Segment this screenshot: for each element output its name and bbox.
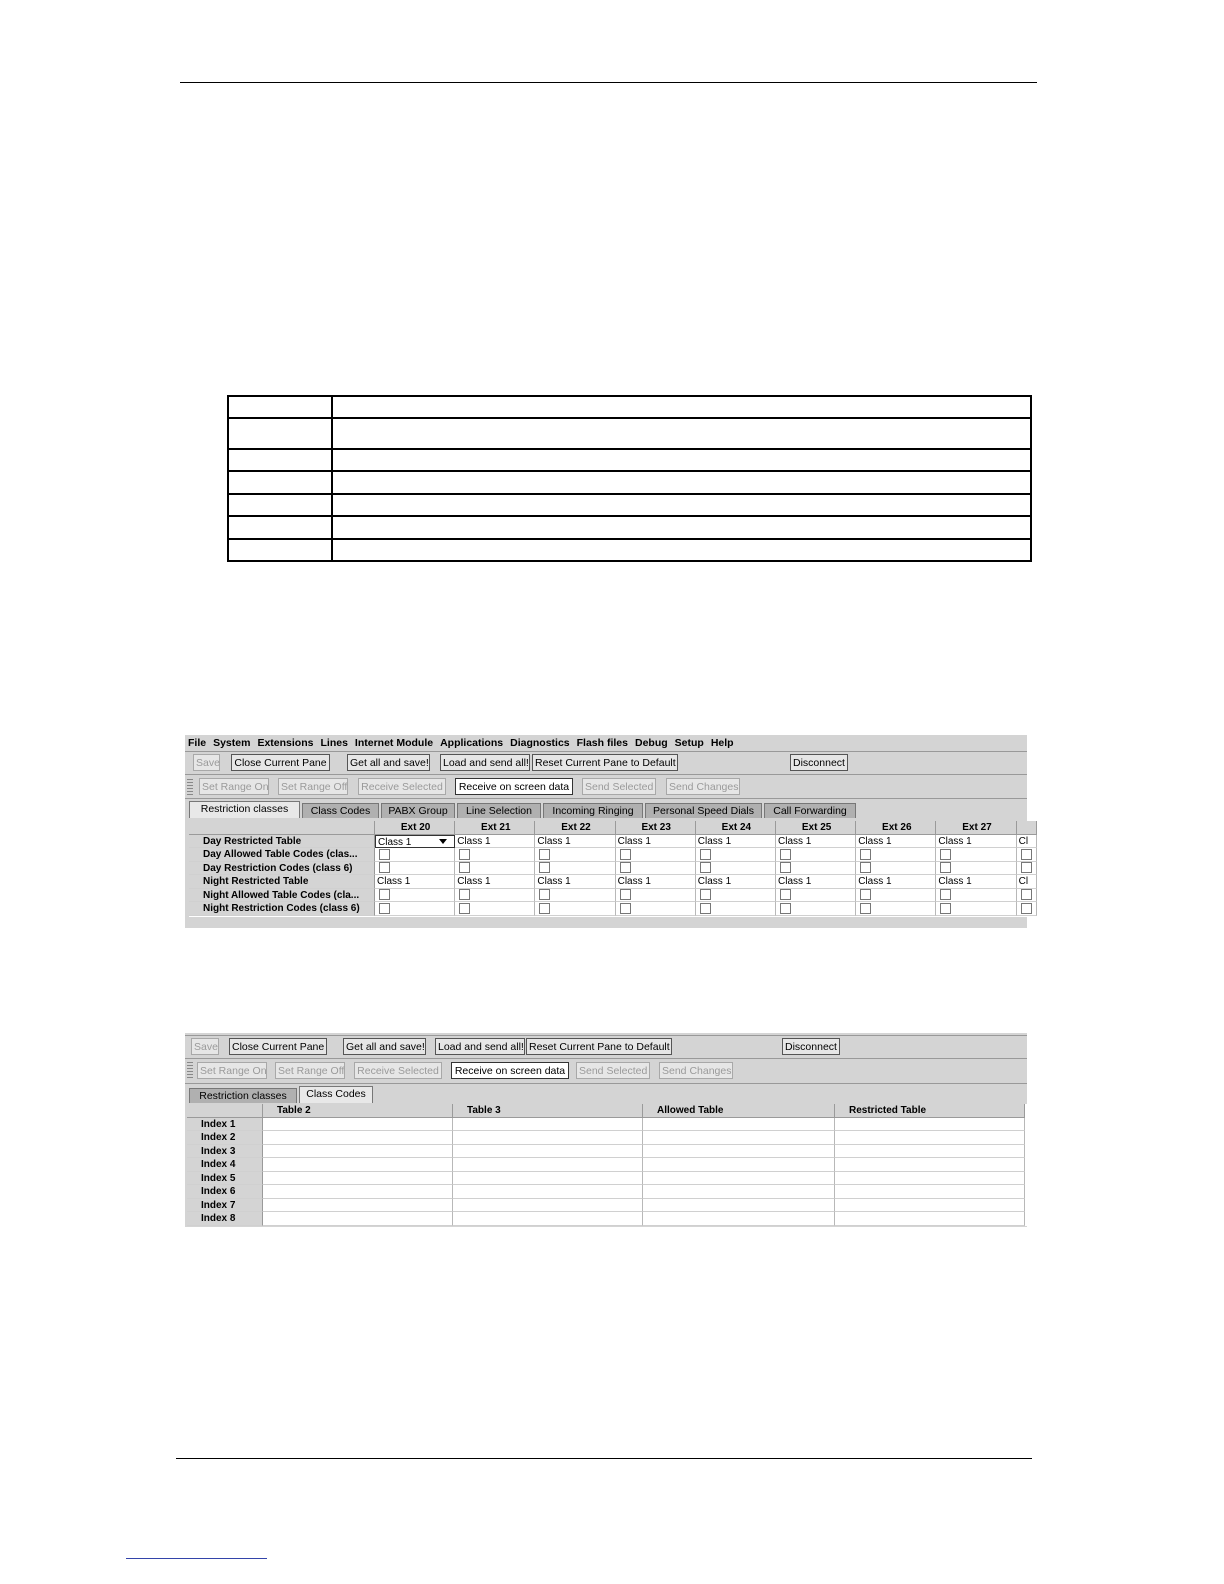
table-cell[interactable]: [263, 1212, 453, 1226]
checkbox-cell: [696, 862, 776, 876]
get-all-and-save-button[interactable]: Get all and save!: [343, 1038, 426, 1055]
checkbox-cell: [856, 862, 936, 876]
table-cell: [228, 418, 332, 449]
checkbox-cell: [375, 889, 455, 903]
footer-link-underline: [126, 1558, 267, 1559]
checkbox-cell: [455, 862, 535, 876]
checkbox-cell: [535, 848, 615, 862]
receive-on-screen-data-button[interactable]: Receive on screen data: [451, 1062, 569, 1079]
checkbox[interactable]: [1021, 903, 1032, 914]
table-cell: [332, 539, 1031, 561]
footer-rule: [176, 1458, 1032, 1459]
tab-restriction-classes[interactable]: Restriction classes: [189, 1088, 297, 1103]
get-all-and-save-button[interactable]: Get all and save!: [347, 754, 430, 771]
table-cell[interactable]: [643, 1212, 835, 1226]
set-range-on-button[interactable]: Set Range On: [197, 1062, 267, 1079]
class-value[interactable]: Class 1: [616, 835, 696, 849]
table-cell[interactable]: [453, 1131, 643, 1145]
column-header: Ext 24: [696, 821, 776, 835]
class-value-partial[interactable]: Cl: [1017, 875, 1037, 889]
table-cell[interactable]: [453, 1172, 643, 1186]
tab-class-codes[interactable]: Class Codes: [302, 803, 379, 818]
row-header: Night Restriction Codes (class 6): [189, 902, 375, 916]
checkbox[interactable]: [459, 889, 470, 900]
checkbox-cell: [616, 862, 696, 876]
checkbox-cell: [455, 889, 535, 903]
row-header: Index 3: [187, 1145, 263, 1159]
save-button[interactable]: Save: [193, 754, 220, 771]
checkbox-cell: [1017, 848, 1037, 862]
table-cell: [228, 539, 332, 561]
save-button[interactable]: Save: [191, 1038, 219, 1055]
checkbox-cell: [856, 848, 936, 862]
class-value[interactable]: Class 1: [936, 835, 1016, 849]
class-value[interactable]: Class 1: [375, 875, 455, 889]
column-header: Allowed Table: [643, 1104, 835, 1118]
checkbox[interactable]: [700, 862, 711, 873]
divider: [185, 798, 1027, 799]
set-range-off-button[interactable]: Set Range Off: [278, 778, 348, 795]
tab-incoming-ringing[interactable]: Incoming Ringing: [543, 803, 643, 818]
row-header: Night Restricted Table: [189, 875, 375, 889]
row-header: Index 6: [187, 1185, 263, 1199]
checkbox-cell: [936, 848, 1016, 862]
tab-line-selection[interactable]: Line Selection: [457, 803, 541, 818]
checkbox[interactable]: [620, 903, 631, 914]
toolbar-grip-icon[interactable]: [187, 1062, 193, 1078]
divider: [185, 1058, 1027, 1059]
menu-item-debug[interactable]: Debug: [634, 737, 668, 749]
table-cell[interactable]: [643, 1145, 835, 1159]
column-header: Ext 25: [776, 821, 856, 835]
reset-pane-button[interactable]: Reset Current Pane to Default: [532, 754, 678, 771]
close-current-pane-button[interactable]: Close Current Pane: [229, 1038, 327, 1055]
tab-restriction-classes[interactable]: Restriction classes: [189, 801, 300, 818]
checkbox[interactable]: [860, 849, 871, 860]
menu-item-help[interactable]: Help: [710, 737, 734, 749]
class-value[interactable]: Class 1: [455, 835, 535, 849]
table-cell[interactable]: [835, 1212, 1025, 1226]
table-cell: [332, 396, 1031, 418]
table-cell[interactable]: [643, 1131, 835, 1145]
receive-on-screen-data-button[interactable]: Receive on screen data: [455, 778, 573, 795]
checkbox-cell: [616, 848, 696, 862]
class-select[interactable]: Class 1: [375, 835, 455, 849]
checkbox[interactable]: [940, 903, 951, 914]
send-changes-button[interactable]: Send Changes: [666, 778, 740, 795]
table-cell[interactable]: [835, 1185, 1025, 1199]
checkbox-cell: [375, 848, 455, 862]
menu-item-lines[interactable]: Lines: [320, 737, 348, 749]
checkbox-cell: [375, 862, 455, 876]
checkbox[interactable]: [780, 903, 791, 914]
toolbar-grip-icon[interactable]: [187, 779, 193, 795]
menu-item-extensions[interactable]: Extensions: [257, 737, 314, 749]
restriction-classes-window: [185, 735, 1027, 928]
table-cell[interactable]: [263, 1131, 453, 1145]
class-value[interactable]: Class 1: [776, 835, 856, 849]
row-header: Night Allowed Table Codes (cla...: [189, 889, 375, 903]
checkbox-cell: [535, 862, 615, 876]
checkbox-cell: [455, 902, 535, 916]
checkbox-cell: [535, 902, 615, 916]
corner-header: [187, 1104, 263, 1118]
checkbox[interactable]: [700, 903, 711, 914]
checkbox[interactable]: [1021, 849, 1032, 860]
row-header: Day Restriction Codes (class 6): [189, 862, 375, 876]
table-cell: [228, 494, 332, 516]
table-cell[interactable]: [263, 1118, 453, 1132]
table-cell: [228, 516, 332, 539]
tab-call-forwarding[interactable]: Call Forwarding: [764, 803, 856, 818]
table-cell: [332, 449, 1031, 471]
divider: [185, 774, 1027, 775]
table-cell[interactable]: [453, 1185, 643, 1199]
table-cell[interactable]: [643, 1118, 835, 1132]
checkbox[interactable]: [459, 862, 470, 873]
class-value[interactable]: Class 1: [696, 875, 776, 889]
checkbox-cell: [616, 889, 696, 903]
table-cell[interactable]: [263, 1172, 453, 1186]
checkbox[interactable]: [700, 889, 711, 900]
checkbox-cell: [375, 902, 455, 916]
row-header: Day Allowed Table Codes (clas...: [189, 848, 375, 862]
table-cell[interactable]: [643, 1185, 835, 1199]
checkbox[interactable]: [539, 889, 550, 900]
table-cell[interactable]: [835, 1145, 1025, 1159]
divider: [185, 1035, 1027, 1036]
menu-item-applications[interactable]: Applications: [440, 737, 504, 749]
checkbox[interactable]: [379, 862, 390, 873]
load-and-send-all-button[interactable]: Load and send all!: [435, 1038, 525, 1055]
row-header: Index 4: [187, 1158, 263, 1172]
checkbox-cell: [1017, 902, 1037, 916]
send-selected-button[interactable]: Send Selected: [582, 778, 656, 795]
column-header: Ext 26: [856, 821, 936, 835]
table-cell: [332, 516, 1031, 539]
table-cell[interactable]: [835, 1118, 1025, 1132]
empty-document-table: [227, 395, 1032, 562]
menu-item-file[interactable]: File: [188, 737, 207, 749]
checkbox[interactable]: [700, 849, 711, 860]
checkbox[interactable]: [459, 849, 470, 860]
checkbox[interactable]: [860, 903, 871, 914]
menu-item-internet-module[interactable]: Internet Module: [354, 737, 434, 749]
checkbox-cell: [856, 889, 936, 903]
send-changes-button[interactable]: Send Changes: [659, 1062, 733, 1079]
class-codes-window: [185, 1033, 1027, 1227]
table-cell[interactable]: [643, 1172, 835, 1186]
class-codes-grid: [187, 1104, 1027, 1226]
row-header: Index 5: [187, 1172, 263, 1186]
checkbox-cell: [936, 902, 1016, 916]
corner-header: [189, 821, 375, 835]
checkbox-cell: [856, 902, 936, 916]
tab-pabx-group[interactable]: PABX Group: [381, 803, 455, 818]
row-header: Index 2: [187, 1131, 263, 1145]
class-value[interactable]: Class 1: [776, 875, 856, 889]
table-cell[interactable]: [263, 1185, 453, 1199]
disconnect-button[interactable]: Disconnect: [782, 1038, 840, 1055]
divider: [185, 751, 1027, 752]
checkbox[interactable]: [379, 849, 390, 860]
restriction-grid: [189, 821, 1027, 917]
checkbox[interactable]: [940, 862, 951, 873]
column-header: Restricted Table: [835, 1104, 1025, 1118]
checkbox[interactable]: [780, 849, 791, 860]
row-header: Day Restricted Table: [189, 835, 375, 849]
checkbox-cell: [776, 902, 856, 916]
checkbox[interactable]: [1021, 889, 1032, 900]
checkbox-cell: [696, 889, 776, 903]
table-cell[interactable]: [453, 1145, 643, 1159]
disconnect-button[interactable]: Disconnect: [790, 754, 848, 771]
checkbox[interactable]: [940, 889, 951, 900]
table-cell: [332, 418, 1031, 449]
class-value[interactable]: Class 1: [616, 875, 696, 889]
table-cell[interactable]: [835, 1172, 1025, 1186]
checkbox[interactable]: [620, 849, 631, 860]
row-header: Index 7: [187, 1199, 263, 1213]
checkbox-cell: [455, 848, 535, 862]
column-header: Table 3: [453, 1104, 643, 1118]
set-range-on-button[interactable]: Set Range On: [199, 778, 269, 795]
class-value-partial[interactable]: Cl: [1017, 835, 1037, 849]
checkbox[interactable]: [539, 903, 550, 914]
checkbox[interactable]: [620, 862, 631, 873]
checkbox-cell: [776, 848, 856, 862]
checkbox-cell: [1017, 862, 1037, 876]
table-cell: [332, 471, 1031, 494]
checkbox[interactable]: [539, 849, 550, 860]
receive-selected-button[interactable]: Receive Selected: [354, 1062, 442, 1079]
checkbox-cell: [776, 862, 856, 876]
table-cell: [228, 396, 332, 418]
checkbox-cell: [535, 889, 615, 903]
table-cell[interactable]: [453, 1199, 643, 1213]
receive-selected-button[interactable]: Receive Selected: [358, 778, 446, 795]
column-header: Ext 27: [936, 821, 1016, 835]
table-cell[interactable]: [643, 1199, 835, 1213]
checkbox-cell: [776, 889, 856, 903]
column-header-partial: [1017, 821, 1037, 835]
checkbox-cell: [936, 862, 1016, 876]
row-header: Index 1: [187, 1118, 263, 1132]
column-header: Ext 20: [375, 821, 455, 835]
checkbox-cell: [936, 889, 1016, 903]
checkbox[interactable]: [539, 862, 550, 873]
row-header: Index 8: [187, 1212, 263, 1226]
tab-class-codes[interactable]: Class Codes: [299, 1086, 373, 1103]
send-selected-button[interactable]: Send Selected: [576, 1062, 650, 1079]
table-cell[interactable]: [453, 1118, 643, 1132]
table-cell[interactable]: [263, 1199, 453, 1213]
class-value[interactable]: Class 1: [936, 875, 1016, 889]
tab-personal-speed-dials[interactable]: Personal Speed Dials: [645, 803, 762, 818]
column-header: Ext 22: [535, 821, 615, 835]
divider: [185, 1083, 1027, 1084]
checkbox-cell: [1017, 889, 1037, 903]
menu-bar: [185, 735, 738, 751]
chevron-down-icon[interactable]: [439, 839, 447, 844]
checkbox[interactable]: [459, 903, 470, 914]
table-cell[interactable]: [643, 1158, 835, 1172]
menu-item-setup[interactable]: Setup: [674, 737, 704, 749]
table-cell: [332, 494, 1031, 516]
table-cell[interactable]: [263, 1158, 453, 1172]
class-value[interactable]: Class 1: [856, 875, 936, 889]
checkbox-cell: [696, 848, 776, 862]
class-value[interactable]: Class 1: [696, 835, 776, 849]
column-header: Ext 23: [616, 821, 696, 835]
set-range-off-button[interactable]: Set Range Off: [275, 1062, 345, 1079]
checkbox-cell: [616, 902, 696, 916]
checkbox[interactable]: [780, 862, 791, 873]
table-cell: [228, 471, 332, 494]
checkbox[interactable]: [780, 889, 791, 900]
column-header: Ext 21: [455, 821, 535, 835]
table-cell[interactable]: [835, 1158, 1025, 1172]
table-cell[interactable]: [453, 1212, 643, 1226]
class-value[interactable]: Class 1: [856, 835, 936, 849]
menu-item-flash-files[interactable]: Flash files: [576, 737, 628, 749]
checkbox[interactable]: [1021, 862, 1032, 873]
checkbox[interactable]: [379, 903, 390, 914]
class-value[interactable]: Class 1: [535, 835, 615, 849]
close-current-pane-button[interactable]: Close Current Pane: [231, 754, 330, 771]
class-value[interactable]: Class 1: [455, 875, 535, 889]
checkbox[interactable]: [940, 849, 951, 860]
table-cell[interactable]: [263, 1145, 453, 1159]
table-cell[interactable]: [835, 1199, 1025, 1213]
column-header: Table 2: [263, 1104, 453, 1118]
table-cell[interactable]: [453, 1158, 643, 1172]
table-cell[interactable]: [835, 1131, 1025, 1145]
table-cell: [228, 449, 332, 471]
checkbox-cell: [696, 902, 776, 916]
checkbox[interactable]: [860, 862, 871, 873]
header-rule: [180, 82, 1037, 83]
class-value[interactable]: Class 1: [535, 875, 615, 889]
checkbox[interactable]: [860, 889, 871, 900]
load-and-send-all-button[interactable]: Load and send all!: [440, 754, 530, 771]
checkbox[interactable]: [379, 889, 390, 900]
checkbox[interactable]: [620, 889, 631, 900]
menu-item-system[interactable]: System: [213, 737, 251, 749]
reset-pane-button[interactable]: Reset Current Pane to Default: [526, 1038, 672, 1055]
menu-item-diagnostics[interactable]: Diagnostics: [510, 737, 570, 749]
